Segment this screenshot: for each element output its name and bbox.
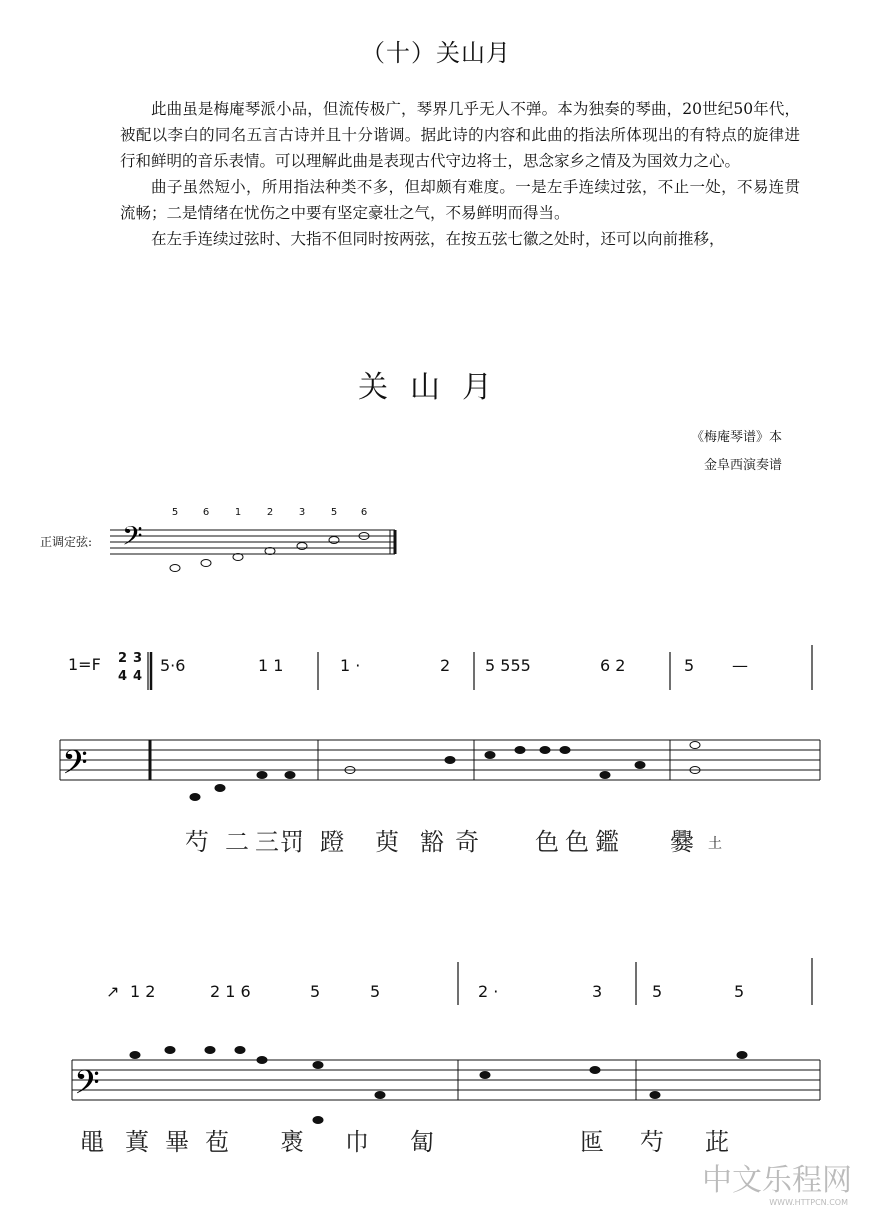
jianpu-note: 5 [370,982,381,1001]
tuning-note: 5 [171,507,179,518]
jianpu-note: 6 2 [600,656,626,675]
svg-text:蒖: 蒖 [125,1128,149,1156]
jianpu-note: 5 [310,982,321,1001]
tuning-note: 1 [234,507,242,518]
svg-text:土: 土 [708,836,722,852]
difficulty-paragraph: 曲子虽然短小，所用指法种类不多，但却颇有难度。一是左手连续过弦，不止一处，不易连贯流畅；二是情绪在忧伤之中要有坚定豪壮之气，不易鲜明而得当。 [120,178,800,222]
svg-text:芍: 芍 [185,828,209,856]
svg-text:爨: 爨 [670,828,694,856]
svg-text:罚: 罚 [280,828,304,856]
tuning-label: 正调定弦: [40,535,93,549]
jianpu-barlines-2 [458,958,812,1005]
tuning-note: 6 [360,507,368,518]
jianpu-barlines-1 [148,645,812,690]
jianpu-line-2 [106,982,744,1001]
svg-text:畢: 畢 [165,1128,189,1156]
jianpu-note: — [732,656,748,675]
tuning-note: 3 [298,507,306,518]
jianpu-note: 5 [734,982,745,1001]
jianpu-note: 3 [592,982,603,1001]
tablature-line-2 [80,1128,729,1156]
performer-credit: 金阜西演奏谱 [703,458,782,473]
jianpu-note: 5·6 [160,656,186,675]
svg-text:芍: 芍 [640,1128,664,1156]
tuning-note: 2 [266,507,274,518]
svg-text:奇: 奇 [455,828,479,856]
svg-text:三: 三 [255,828,279,856]
jianpu-note: 1 2 [130,982,156,1001]
slide-arrow-icon: ↗ [106,982,120,1001]
jianpu-note: 1 · [340,656,361,675]
tuning-numbers [172,507,367,518]
svg-text:色: 色 [565,828,589,856]
jianpu-note: 2 1 6 [210,982,251,1001]
svg-text:褭: 褭 [280,1128,304,1156]
svg-text:匜: 匜 [580,1128,604,1156]
section-title: （十）关山月 [361,39,511,67]
jianpu-line-1 [68,651,748,684]
svg-text:萸: 萸 [375,828,399,856]
tuning-note: 5 [330,507,338,518]
svg-text:茈: 茈 [705,1128,729,1156]
tablature-line-1 [185,828,722,856]
watermark-url: WWW.HTTPCN.COM [769,1198,848,1207]
jianpu-note: 5 [652,982,663,1001]
bass-clef-icon: 𝄢 [74,1064,100,1110]
svg-text:豁: 豁 [420,828,444,856]
svg-text:匐: 匐 [410,1128,434,1156]
staff-2 [72,1047,820,1124]
jianpu-note: 1 1 [258,656,284,675]
staff-1 [60,740,820,801]
piece-title: 关山月 [358,370,514,405]
jianpu-note: 5 [684,656,695,675]
svg-text:苞: 苞 [205,1128,229,1156]
time-signature: 4 [118,669,128,684]
tuning-note: 6 [202,507,210,518]
svg-text:二: 二 [225,828,249,856]
jianpu-note: 5 555 [485,656,531,675]
time-signature: 3 [133,651,143,666]
source-edition: 《梅庵琴谱》本 [690,430,782,445]
technique-paragraph: 在左手连续过弦时、大指不但同时按两弦，在按五弦七徽之处时，还可以向前推移， [151,230,725,248]
time-signature: 4 [133,669,143,684]
key-signature: 1=F [68,655,101,674]
time-signature: 2 [118,651,128,666]
jianpu-note: 2 · [478,982,499,1001]
tuning-staff [110,530,395,572]
svg-text:黽: 黽 [80,1128,104,1156]
jianpu-note: 2 [440,656,451,675]
intro-paragraph: 此曲虽是梅庵琴派小品，但流传极广，琴界几乎无人不弹。本为独奏的琴曲，20世纪50年代，被配以李白的同名五言古诗并且十分谐调。据此诗的内容和此曲的指法所体现出的有特点的旋律进行和鲜明的音乐表情。可以理解此曲是表现古代守边将士，思念家乡之情及为国效力之心。 [120,100,800,170]
bass-clef-icon: 𝄢 [62,744,88,790]
watermark: 中文乐程网 [702,1163,852,1198]
svg-text:鑑: 鑑 [595,828,619,856]
svg-text:巾: 巾 [345,1128,369,1156]
svg-text:蹬: 蹬 [320,828,344,856]
svg-text:色: 色 [535,828,559,856]
bass-clef-icon: 𝄢 [122,520,143,558]
